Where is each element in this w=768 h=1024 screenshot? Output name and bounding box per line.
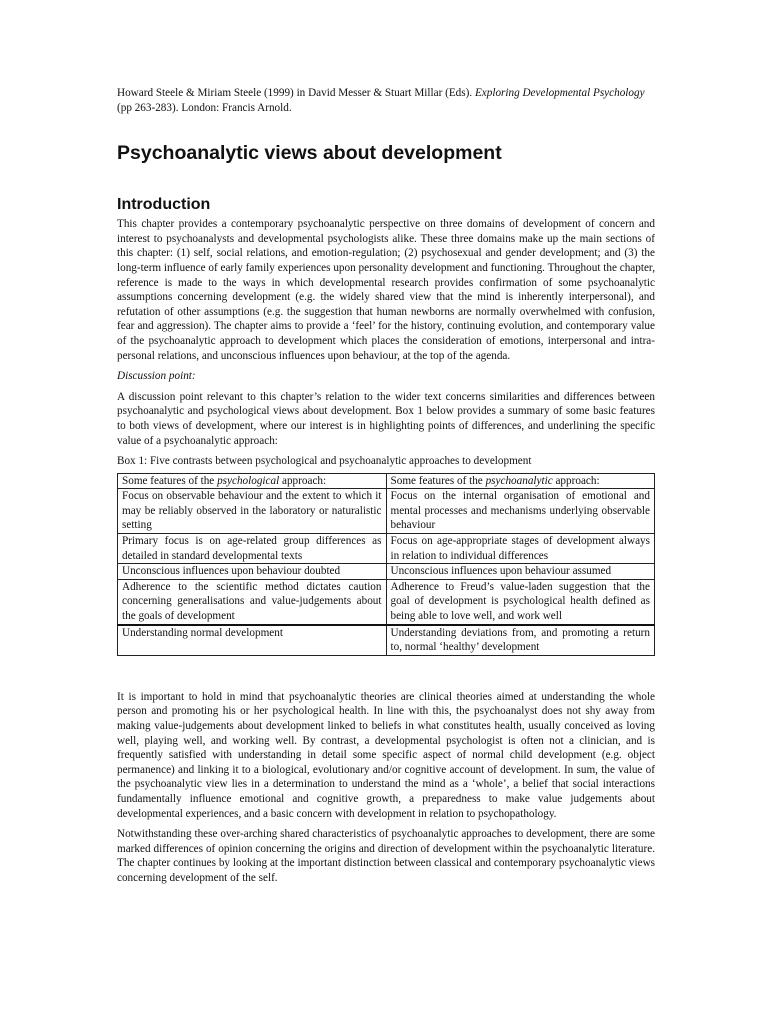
- citation-book-title: Exploring Developmental Psychology: [474, 87, 645, 99]
- header-left-post: approach:: [279, 474, 327, 487]
- header-psychological: [118, 473, 387, 489]
- header-psychoanalytic: [386, 473, 655, 489]
- table-row: [118, 534, 655, 564]
- table-cell-psychoanalytic: Understanding deviations from, and promoting a return to, normal ‘healthy’ development: [386, 625, 655, 656]
- table-cell-psychological: Focus on observable behaviour and the extent to which it may be reliably observed in the laboratory or naturalistic setting: [118, 489, 387, 534]
- table-row: [118, 564, 655, 580]
- table-cell-psychological: Unconscious influences upon behaviour doubted: [118, 564, 387, 580]
- header-right-pre: Some features of the: [390, 474, 486, 487]
- citation-suffix: (pp 263-283). London: Francis Arnold.: [117, 101, 292, 114]
- discussion-label-text: Discussion point: [117, 370, 192, 383]
- discussion-label: [117, 369, 655, 384]
- table-row: [118, 625, 655, 656]
- table-cell-psychological: Understanding normal development: [118, 625, 387, 656]
- discussion-label-colon: :: [191, 370, 196, 383]
- table-row: [118, 579, 655, 624]
- table-cell-psychoanalytic: Adherence to Freud’s value-laden suggestion that the goal of development is psychological health defined as being able to love well, and work well: [386, 579, 655, 624]
- table-cell-psychoanalytic: Unconscious influences upon behaviour assumed: [386, 564, 655, 580]
- header-left-pre: Some features of the: [122, 474, 218, 487]
- table-cell-psychoanalytic: Focus on age-appropriate stages of development always in relation to individual differences: [386, 534, 655, 564]
- header-right-em: psychoanalytic: [485, 474, 553, 487]
- introduction-paragraph: This chapter provides a contemporary psychoanalytic perspective on three domains of development of concern and interest to psychoanalysts and developmental psychologists alike. These three domains make up the main sections of this chapter: (1) self, social relations, and emotion-regulation; (2) psychosexual and gender development; and (3) the long-term influence of early family experiences upon personality development and functioning. Throughout the chapter, reference is made to the ways in which developmental research provides confirmation of some psychoanalytic assumptions concerning development (e.g. the widely shared view that the mind is inherently interpersonal), and refutation of other assumptions (e.g. the suggestion that human newborns are normally overwhelmed with confusion, fear and aggression). The chapter aims to provide a ‘feel’ for the history, continuing evolution, and contemporary value of the psychoanalytic approach to development which places the consideration of emotions, interpersonal and intra-personal relations, and unconscious influences upon behaviour, at the top of the agenda.: [117, 218, 655, 362]
- table-header-row: [118, 473, 655, 489]
- citation: [117, 86, 655, 115]
- table-cell-psychological: Adherence to the scientific method dictates caution concerning generalisations and value-judgements about the goals of development: [118, 579, 387, 624]
- table-cell-psychological: Primary focus is on age-related group differences as detailed in standard developmental texts: [118, 534, 387, 564]
- comparison-table: [117, 473, 655, 656]
- body-paragraph: Notwithstanding these over-arching shared characteristics of psychoanalytic approaches to development, there are some marked differences of opinion concerning the origins and direction of development within the psychoanalytic literature. The chapter continues by looking at the important distinction between classical and contemporary psychoanalytic views concerning development of the self.: [117, 828, 655, 884]
- body-paragraph: It is important to hold in mind that psychoanalytic theories are clinical theories aimed at understanding the whole person and promoting his or her psychological health. In line with this, the psychoanalyst does not shy away from making value-judgements about development linked to beliefs in what constitutes health, usually conceived as loving well, playing well, and working well. By contrast, a developmental psychologist is often not a clinician, and is frequently satisfied with understanding in detail some specific aspect of normal child development (e.g. object permanence) and linking it to a biological, evolutionary and/or cognitive account of development. In sum, the value of the psychoanalytic view lies in a determination to understand the mind as a ‘whole’, a belief that social interactions fundamentally influence emotional and cognitive growth, a preparedness to make value judgements about developmental experiences, and a basic concern with development in relation to psychopathology.: [117, 690, 655, 820]
- header-left-em: psychological: [217, 474, 280, 487]
- header-right-post: approach:: [552, 474, 600, 487]
- discussion-paragraph: A discussion point relevant to this chapter’s relation to the wider text concerns similarities and differences between psychoanalytic and psychological views about development. Box 1 below provides a summary of some basic features to both views of development, where our interest is in highlighting points of differences, and underlining the specific value of a psychoanalytic approach:: [117, 390, 655, 447]
- table-cell-psychoanalytic: Focus on the internal organisation of emotional and mental processes and mechanisms underlying observable behaviour: [386, 489, 655, 534]
- page-content: [117, 86, 655, 892]
- box-caption: Box 1: Five contrasts between psychological and psychoanalytic approaches to development: [117, 455, 532, 468]
- document-title: Psychoanalytic views about development: [117, 142, 502, 165]
- citation-prefix: Howard Steele & Miriam Steele (1999) in David Messer & Stuart Millar (Eds).: [117, 87, 475, 99]
- table-row: [118, 489, 655, 534]
- section-heading-introduction: Introduction: [117, 196, 211, 214]
